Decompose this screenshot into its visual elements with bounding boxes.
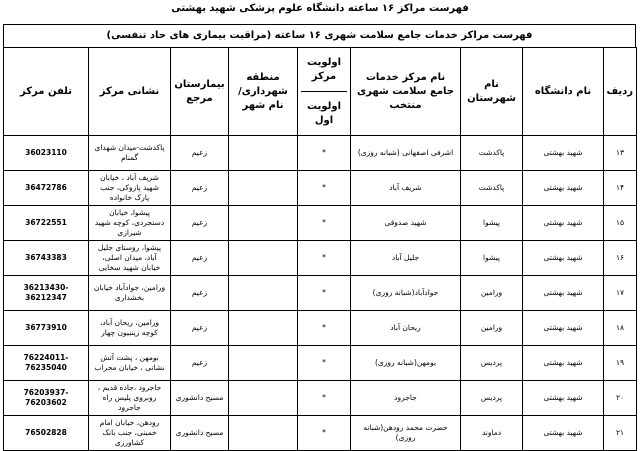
header-priority [298, 48, 351, 136]
cell-center: جاجرود [351, 381, 461, 416]
table-row [4, 311, 637, 346]
table-row [4, 381, 637, 416]
cell-address: پیشوا، روستای جلیل آباد، میدان اصلی، خیابان شهید سخایی [89, 241, 171, 276]
table-row [4, 171, 637, 206]
cell-hospital: زعیم [171, 276, 229, 311]
cell-county: پیشوا [461, 206, 523, 241]
cell-phone: 36023110 [4, 136, 89, 171]
cell-hospital: زعیم [171, 136, 229, 171]
cell-address: ورامین، جوادآباد خیابان بخشداری [89, 276, 171, 311]
cell-county: دماوند [461, 416, 523, 451]
cell-university: شهید بهشتی [523, 136, 604, 171]
header-phone: تلفن مرکز [4, 48, 89, 136]
cell-hospital: مسیح دانشوری [171, 416, 229, 451]
cell-district [229, 241, 298, 276]
cell-phone: 36472786 [4, 171, 89, 206]
cell-address: ورامین، ریحان آباد، کوچه زینبیون چهار [89, 311, 171, 346]
cell-center: بومهن(شبانه روزی) [351, 346, 461, 381]
cell-row-no: ۱۷ [604, 276, 637, 311]
cell-center: شریف آباد [351, 171, 461, 206]
cell-phone: 36773910 [4, 311, 89, 346]
cell-priority: * [298, 381, 351, 416]
cell-row-no: ۱۹ [604, 346, 637, 381]
cell-county: پردیس [461, 346, 523, 381]
cell-priority: * [298, 171, 351, 206]
header-center-name: نام مرکز خدمات جامع سلامت شهری منتخب [351, 48, 461, 136]
cell-address: رودهن، خیابان امام خمینی، جنب بانک کشاورزی [89, 416, 171, 451]
cell-university: شهید بهشتی [523, 241, 604, 276]
cell-phone: 76502828 [4, 416, 89, 451]
cell-center: شهید صدوقی [351, 206, 461, 241]
cell-district [229, 416, 298, 451]
cell-hospital: زعیم [171, 241, 229, 276]
header-row-no: ردیف [604, 48, 637, 136]
cell-hospital: زعیم [171, 206, 229, 241]
cell-district [229, 136, 298, 171]
cell-priority: * [298, 416, 351, 451]
header-row [4, 48, 637, 136]
cell-row-no: ۱۸ [604, 311, 637, 346]
cell-priority: * [298, 241, 351, 276]
table-row [4, 241, 637, 276]
cell-row-no: ۱۳ [604, 136, 637, 171]
cell-hospital: زعیم [171, 171, 229, 206]
cell-county: پاکدشت [461, 136, 523, 171]
cell-address: جاجرود ،جاده قدیم ، روبروی پلیس راه جاجرود [89, 381, 171, 416]
cell-address: پیشوا، خیابان دستجردی، کوچه شهید شیرازی [89, 206, 171, 241]
cell-address: شریف آباد ، خیابان شهید پازوکی، جنب پارک خانواده [89, 171, 171, 206]
header-district: منطقه شهرداری/ نام شهر [229, 48, 298, 136]
cell-hospital: زعیم [171, 311, 229, 346]
cell-district [229, 381, 298, 416]
cell-center: حضرت محمد رودهن(شبانه روزی) [351, 416, 461, 451]
header-university: نام دانشگاه [523, 48, 604, 136]
cell-university: شهید بهشتی [523, 311, 604, 346]
header-address: نشانی مرکز [89, 48, 171, 136]
cell-hospital: مسیح دانشوری [171, 381, 229, 416]
header-priority-first: اولویت اول [306, 100, 341, 126]
cell-district [229, 311, 298, 346]
cell-university: شهید بهشتی [523, 381, 604, 416]
cell-university: شهید بهشتی [523, 346, 604, 381]
cell-row-no: ۲۱ [604, 416, 637, 451]
centers-table [3, 47, 637, 451]
cell-university: شهید بهشتی [523, 276, 604, 311]
cell-county: پاکدشت [461, 171, 523, 206]
cell-district [229, 346, 298, 381]
cell-university: شهید بهشتی [523, 206, 604, 241]
main-title: فهرست مراکز ۱۶ ساعته دانشگاه علوم پزشکی شهید بهشتی [171, 3, 469, 14]
cell-phone: 36743383 [4, 241, 89, 276]
cell-county: پیشوا [461, 241, 523, 276]
cell-district [229, 206, 298, 241]
cell-county: ورامین [461, 276, 523, 311]
cell-row-no: ۱۵ [604, 206, 637, 241]
cell-priority: * [298, 311, 351, 346]
cell-phone: 36722551 [4, 206, 89, 241]
cell-county: پردیس [461, 381, 523, 416]
table-row [4, 416, 637, 451]
cell-center: ریحان آباد [351, 311, 461, 346]
header-priority-center: اولویت مرکز [301, 48, 347, 92]
cell-center: اشرفی اصفهانی (شبانه روزی) [351, 136, 461, 171]
table-row [4, 276, 637, 311]
cell-hospital: زعیم [171, 346, 229, 381]
cell-address: پاکدشت-میدان شهدای گمنام [89, 136, 171, 171]
cell-county: ورامین [461, 311, 523, 346]
cell-phone: 76203937-76203602 [4, 381, 89, 416]
cell-university: شهید بهشتی [523, 416, 604, 451]
header-hospital: بیمارستان مرجع [171, 48, 229, 136]
cell-priority: * [298, 276, 351, 311]
sub-title: فهرست مراکز خدمات جامع سلامت شهری ۱۶ ساعته (مراقبت بیماری های حاد تنفسی) [3, 24, 636, 48]
cell-row-no: ۲۰ [604, 381, 637, 416]
table-row [4, 206, 637, 241]
cell-district [229, 171, 298, 206]
cell-priority: * [298, 206, 351, 241]
cell-row-no: ۱۶ [604, 241, 637, 276]
cell-address: بومهن ، پشت آتش نشانی ، خیابان محراب [89, 346, 171, 381]
cell-center: جلیل آباد [351, 241, 461, 276]
cell-phone: 76224011-76235040 [4, 346, 89, 381]
cell-center: جوادآباد(شبانه روزی) [351, 276, 461, 311]
cell-university: شهید بهشتی [523, 171, 604, 206]
cell-district [229, 276, 298, 311]
cell-priority: * [298, 346, 351, 381]
cell-phone: 36213430-36212347 [4, 276, 89, 311]
cell-priority: * [298, 136, 351, 171]
cell-row-no: ۱۴ [604, 171, 637, 206]
table-row [4, 346, 637, 381]
table-row [4, 136, 637, 171]
header-county: نام شهرستان [461, 48, 523, 136]
